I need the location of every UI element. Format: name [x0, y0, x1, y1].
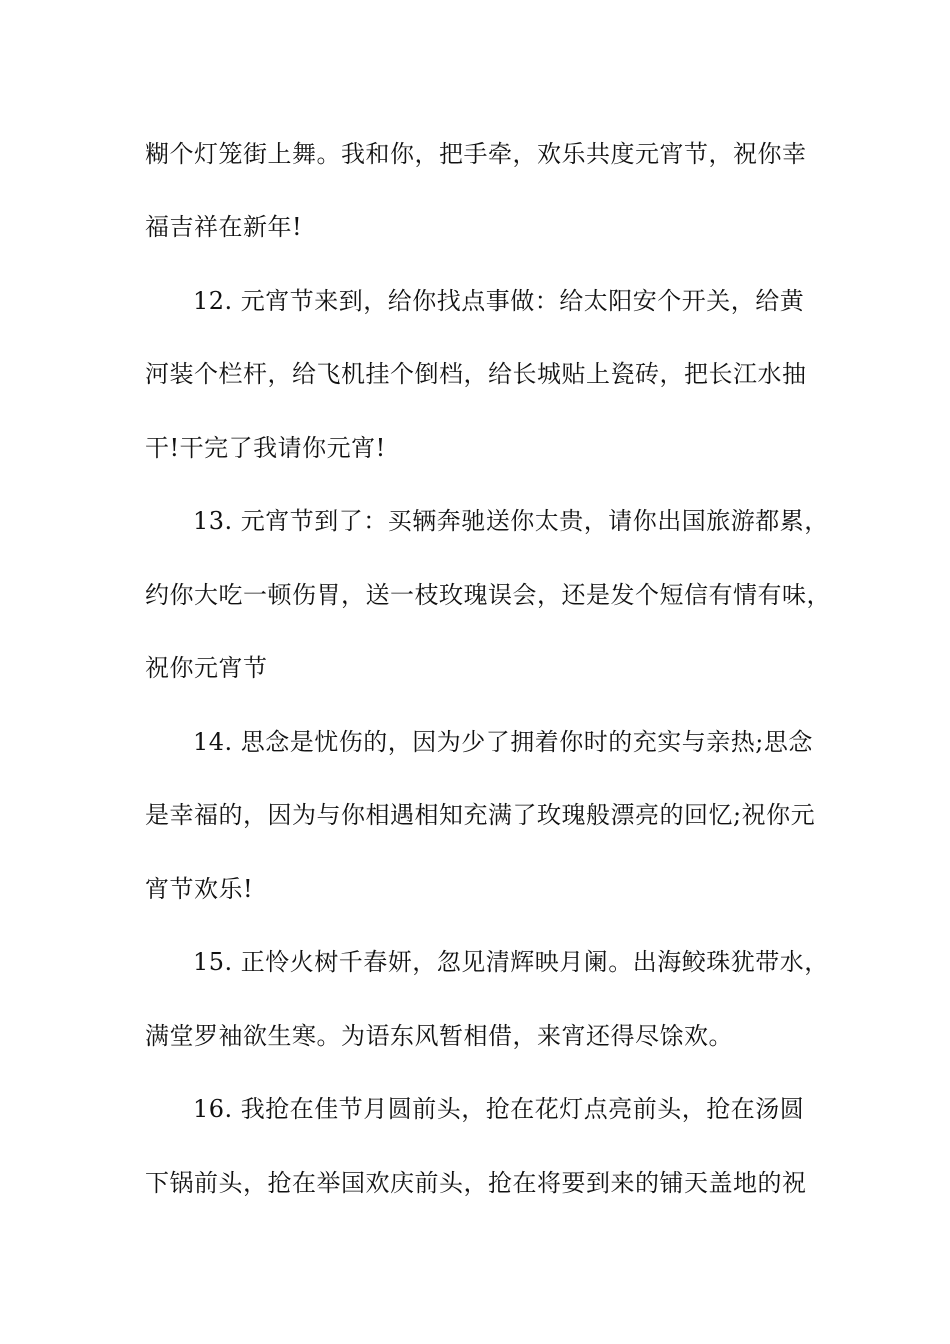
item-14-line-2: 是幸福的，因为与你相遇相知充满了玫瑰般漂亮的回忆;祝你元	[145, 801, 816, 829]
item-12-line-3: 干!干完了我请你元宵!	[145, 434, 386, 462]
item-16-line-2: 下锅前头，抢在举国欢庆前头，抢在将要到来的铺天盖地的祝	[145, 1169, 807, 1197]
item-12-line-1: 12. 元宵节来到，给你找点事做：给太阳安个开关，给黄	[193, 287, 805, 315]
item-13-line-2: 约你大吃一顿伤胃，送一枝玫瑰误会，还是发个短信有情有味，	[145, 581, 831, 609]
item-15-line-1: 15. 正怜火树千春妍，忽见清辉映月阑。出海鲛珠犹带水，	[193, 948, 829, 976]
item-12-line-2: 河装个栏杆，给飞机挂个倒档，给长城贴上瓷砖，把长江水抽	[145, 360, 807, 388]
text-line-1: 糊个灯笼街上舞。我和你，把手牵，欢乐共度元宵节，祝你幸	[145, 140, 807, 168]
text-line-2: 福吉祥在新年!	[145, 213, 303, 241]
item-15-line-2: 满堂罗袖欲生寒。为语东风暂相借，来宵还得尽馀欢。	[145, 1022, 733, 1050]
item-14-line-1: 14. 思念是忧伤的，因为少了拥着你时的充实与亲热;思念	[193, 728, 813, 756]
item-13-line-1: 13. 元宵节到了：买辆奔驰送你太贵，请你出国旅游都累，	[193, 507, 829, 535]
item-14-line-3: 宵节欢乐!	[145, 875, 254, 903]
item-16-line-1: 16. 我抢在佳节月圆前头，抢在花灯点亮前头，抢在汤圆	[193, 1095, 805, 1123]
item-13-line-3: 祝你元宵节	[145, 654, 268, 682]
